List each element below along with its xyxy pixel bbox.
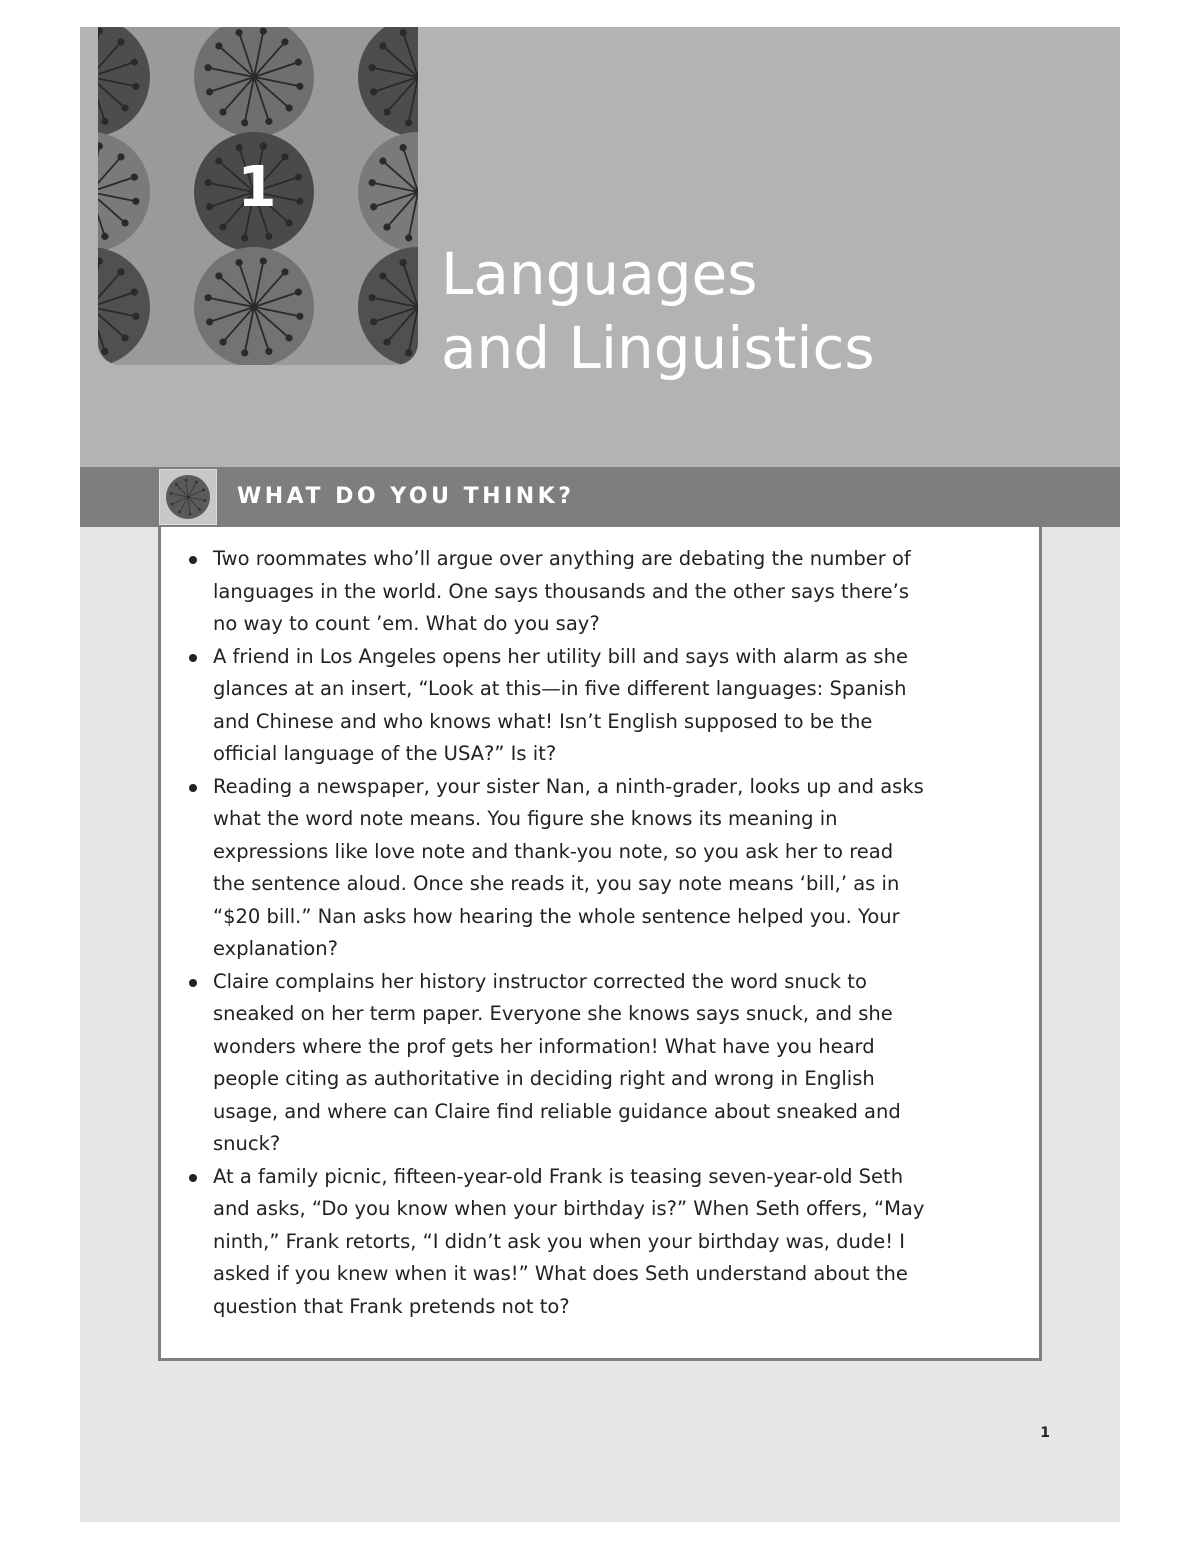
question-line: ninth,” Frank retorts, “I didn’t ask you when your birthday was, dude! I bbox=[213, 1229, 906, 1253]
question-line: snuck? bbox=[213, 1132, 281, 1155]
question-line: people citing as authoritative in deciding right and wrong in English bbox=[213, 1067, 875, 1090]
chapter-title bbox=[441, 237, 875, 385]
question-item bbox=[213, 1161, 1003, 1324]
section-bar bbox=[80, 467, 1120, 527]
chapter-number: 1 bbox=[237, 155, 277, 220]
question-item bbox=[213, 966, 1003, 1161]
question-line: wonders where the prof gets her information! What have you heard bbox=[213, 1034, 875, 1058]
question-line: official language of the USA?” Is it? bbox=[213, 742, 557, 765]
question-line: no way to count ’em. What do you say? bbox=[213, 612, 600, 635]
page-number: 1 bbox=[1040, 1425, 1050, 1441]
question-line: Claire complains her history instructor corrected the word snuck to bbox=[213, 969, 867, 993]
question-line: “$20 bill.” Nan asks how hearing the whole sentence helped you. Your bbox=[213, 904, 900, 928]
question-list bbox=[213, 543, 1003, 1323]
question-line: what the word note means. You figure she knows its meaning in bbox=[213, 807, 838, 830]
question-item bbox=[213, 543, 1003, 641]
question-line: and asks, “Do you know when your birthday is?” When Seth offers, “May bbox=[213, 1197, 925, 1220]
question-line: At a family picnic, fifteen-year-old Frank is teasing seven-year-old Seth bbox=[213, 1164, 904, 1188]
question-box bbox=[158, 527, 1042, 1361]
question-line: question that Frank pretends not to? bbox=[213, 1294, 570, 1318]
question-line: A friend in Los Angeles opens her utility bill and says with alarm as she bbox=[213, 644, 908, 668]
question-item bbox=[213, 641, 1003, 771]
question-line: asked if you knew when it was!” What does Seth understand about the bbox=[213, 1262, 908, 1285]
chapter-title-line-1: Languages bbox=[441, 240, 758, 308]
question-line: explanation? bbox=[213, 937, 338, 960]
chapter-header bbox=[80, 27, 1120, 467]
section-heading: WHAT DO YOU THINK? bbox=[237, 484, 575, 509]
question-line: glances at an insert, “Look at this—in five different languages: Spanish bbox=[213, 677, 907, 700]
question-line: and Chinese and who knows what! Isn’t English supposed to be the bbox=[213, 709, 873, 733]
question-line: usage, and where can Claire find reliable guidance about sneaked and bbox=[213, 1099, 901, 1123]
question-item bbox=[213, 771, 1003, 966]
starburst-circle-icon bbox=[159, 469, 217, 525]
question-line: sneaked on her term paper. Everyone she knows says snuck, and she bbox=[213, 1002, 893, 1025]
question-line: Two roommates who’ll argue over anything are debating the number of bbox=[213, 547, 911, 570]
page bbox=[80, 27, 1120, 1522]
chapter-title-line-2: and Linguistics bbox=[441, 314, 875, 382]
question-line: the sentence aloud. Once she reads it, you say note means ‘bill,’ as in bbox=[213, 872, 900, 895]
question-line: Reading a newspaper, your sister Nan, a ninth-grader, looks up and asks bbox=[213, 774, 924, 798]
question-line: expressions like love note and thank-you note, so you ask her to read bbox=[213, 839, 894, 863]
question-line: languages in the world. One says thousands and the other says there’s bbox=[213, 579, 910, 603]
